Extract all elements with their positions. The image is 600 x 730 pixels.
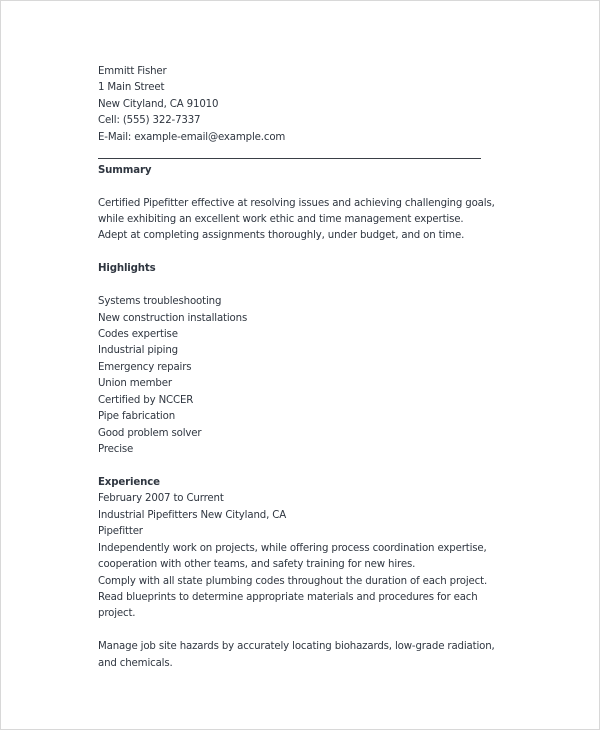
highlight-item: Emergency repairs [98, 361, 192, 373]
summary-heading: Summary [98, 164, 152, 176]
resume-content [98, 64, 495, 672]
experience-line: Comply with all state plumbing codes throughout the duration of each project. [98, 575, 488, 587]
highlight-item: New construction installations [98, 312, 248, 324]
experience-heading: Experience [98, 476, 160, 488]
summary-line: Certified Pipefitter effective at resolving issues and achieving challenging goals, [98, 197, 495, 209]
divider-rule [98, 146, 495, 162]
contact-city: New Cityland, CA 91010 [98, 98, 219, 110]
highlight-item: Codes expertise [98, 329, 178, 340]
experience-title: Pipefitter [98, 526, 143, 538]
summary-line: while exhibiting an excellent work ethic and time management expertise. [98, 213, 464, 225]
experience-line: project. [98, 608, 136, 620]
summary-line: Adept at completing assignments thoroughly, under budget, and on time. [98, 230, 465, 242]
contact-email: E-Mail: example-email@example.com [98, 131, 286, 143]
highlight-item: Industrial piping [98, 345, 178, 357]
contact-name: Emmitt Fisher [98, 66, 167, 77]
highlight-item: Good problem solver [98, 427, 202, 439]
experience-dates: February 2007 to Current [98, 493, 224, 505]
highlight-item: Union member [98, 378, 172, 390]
contact-cell: Cell: (555) 322-7337 [98, 115, 201, 127]
experience-company: Industrial Pipefitters New Cityland, CA [98, 509, 287, 521]
experience-extra-line: Manage job site hazards by accurately locating biohazards, low-grade radiation, [98, 641, 495, 653]
contact-street: 1 Main Street [98, 82, 165, 94]
experience-extra-line: and chemicals. [98, 657, 173, 669]
experience-line: cooperation with other teams, and safety training for new hires. [98, 559, 416, 571]
highlight-item: Systems troubleshooting [98, 296, 222, 308]
experience-line: Independently work on projects, while offering process coordination expertise, [98, 542, 487, 554]
experience-line: Read blueprints to determine appropriate materials and procedures for each [98, 592, 478, 603]
highlight-item: Precise [98, 444, 134, 456]
highlight-item: Certified by NCCER [98, 394, 194, 406]
highlight-item: Pipe fabrication [98, 411, 175, 423]
highlights-heading: Highlights [98, 263, 156, 275]
